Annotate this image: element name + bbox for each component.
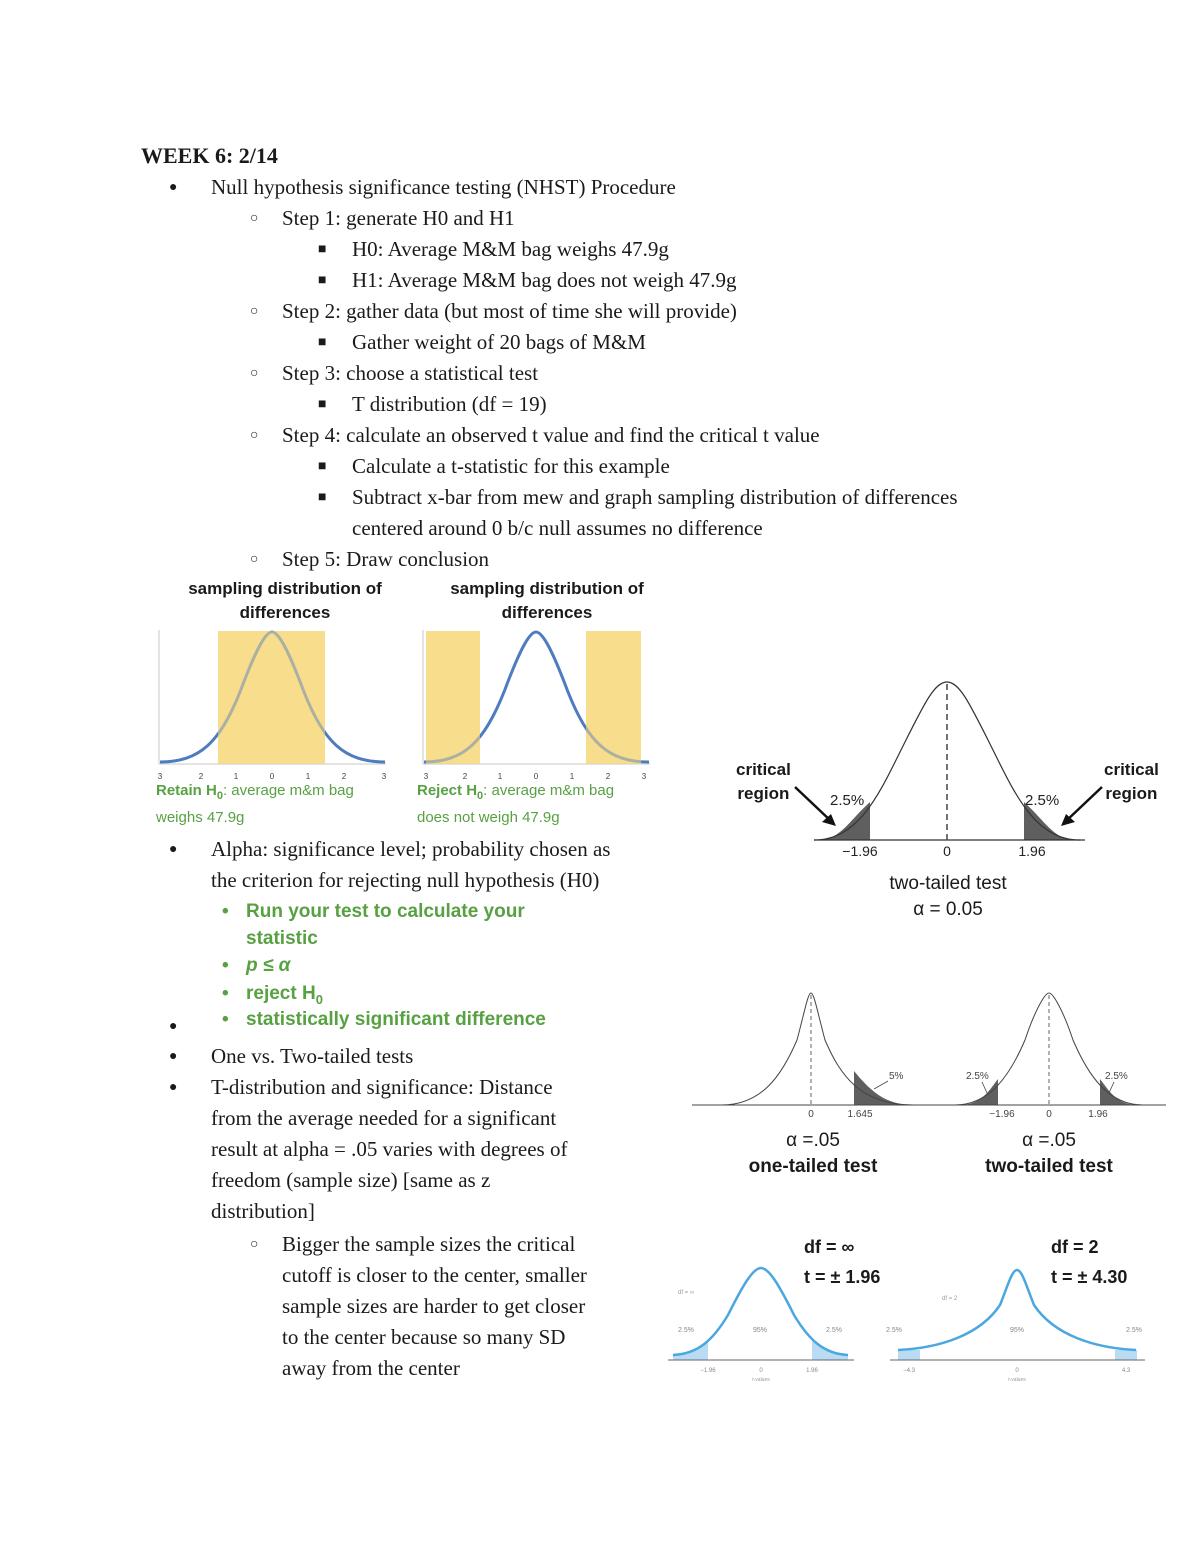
square-bullet-icon: ■ xyxy=(318,397,327,412)
tick-label: 2 xyxy=(198,772,204,781)
nhst-title: Null hypothesis significance testing (NHST) Procedure xyxy=(211,175,676,199)
circle-bullet-icon: ○ xyxy=(250,552,259,567)
green-item-significant: statistically significant difference xyxy=(246,1009,546,1030)
df-inf-labels: df = ∞ t = ± 1.96 xyxy=(804,1237,881,1287)
step-4-detail-2a: Subtract x-bar from mew and graph sampling distribution of differences xyxy=(352,485,958,509)
bullet-icon: ● xyxy=(169,1019,178,1034)
step-4: Step 4: calculate an observed t value and find the critical t value xyxy=(282,423,820,447)
tick-left: −1.96 xyxy=(842,843,878,859)
square-bullet-icon: ■ xyxy=(318,335,327,350)
reject-figure-title xyxy=(412,577,682,625)
reject-title-line-2: differences xyxy=(501,603,593,622)
axis-label-small: df = ∞ xyxy=(678,1290,695,1296)
tick-label: 1 xyxy=(305,772,311,781)
tick-label: 1 xyxy=(497,772,503,781)
tick-small: −4.3 xyxy=(903,1368,915,1374)
tick-label: 3 xyxy=(641,772,647,781)
retain-distribution-graph xyxy=(150,622,400,782)
df-2-graph xyxy=(880,1260,1155,1385)
tail-percent-small: 2.5% xyxy=(1126,1327,1142,1334)
circle-bullet-icon: ○ xyxy=(250,1237,259,1252)
left-critical-label: critical region xyxy=(736,760,791,803)
circle-bullet-icon: ○ xyxy=(250,428,259,443)
tdist-line: T-distribution and significance: Distance xyxy=(211,1075,553,1099)
right-percent: 2.5% xyxy=(1025,792,1060,809)
tail-percent: 5% xyxy=(889,1071,904,1082)
tail-percent-small: 2.5% xyxy=(678,1327,694,1334)
df-2-labels: df = 2 t = ± 4.30 xyxy=(1051,1237,1128,1287)
tick-small: 0 xyxy=(1015,1368,1019,1374)
retain-caption: Retain $H_0$: average m&m bag weighs 47.9g xyxy=(156,782,354,826)
tick-label: 2 xyxy=(605,772,611,781)
tick-label: 0 xyxy=(533,772,539,781)
tdist-sub-line: to the center because so many SD xyxy=(282,1325,566,1349)
retain-title-line-2: differences xyxy=(239,603,331,622)
green-item-reject: reject $H_0$ xyxy=(246,983,323,1007)
step-2-detail: Gather weight of 20 bags of M&M xyxy=(352,330,646,354)
left-percent: 2.5% xyxy=(830,792,865,809)
left-tail-fill xyxy=(898,1350,920,1360)
step-1: Step 1: generate H0 and H1 xyxy=(282,206,515,230)
tick-label: 2 xyxy=(462,772,468,781)
step-5: Step 5: Draw conclusion xyxy=(282,547,490,571)
reject-caption: Reject $H_0$: average m&m bag does not weigh 47.9g xyxy=(417,782,615,826)
two-tailed-caption: α =.05 two-tailed test xyxy=(985,1130,1113,1177)
axis-label-small: df = 2 xyxy=(942,1296,958,1302)
upper-tail-fill xyxy=(854,1071,914,1105)
tick-label: 2 xyxy=(341,772,347,781)
pointer-line xyxy=(874,1081,888,1089)
square-bullet-icon: ■ xyxy=(318,490,327,505)
green-item-run-test: Run your test to calculate your xyxy=(246,901,525,922)
left-tail-fill xyxy=(673,1340,708,1360)
left-arrow xyxy=(795,787,832,822)
step-2: Step 2: gather data (but most of time she will provide) xyxy=(282,299,737,323)
tail-percent-small: 2.5% xyxy=(886,1327,902,1334)
axis-title-small: t-values xyxy=(1008,1377,1026,1383)
tick-left: −1.96 xyxy=(989,1109,1015,1120)
tick-right: 1.96 xyxy=(1088,1109,1108,1120)
tick-label: 1 xyxy=(233,772,239,781)
green-bullet-icon: • xyxy=(222,901,229,922)
one-tailed-graph xyxy=(692,985,932,1120)
t-curve xyxy=(898,1270,1136,1350)
tails-item: One vs. Two-tailed tests xyxy=(211,1044,414,1068)
tick-label: 1 xyxy=(569,772,575,781)
axis-title-small: t-values xyxy=(752,1377,770,1383)
square-bullet-icon: ■ xyxy=(318,242,327,257)
green-item-p-alpha: p ≤ α xyxy=(246,955,291,976)
right-critical-label: critical region xyxy=(1104,760,1159,803)
tick-label: 3 xyxy=(157,772,163,781)
retain-figure-title xyxy=(150,577,420,625)
week-heading: WEEK 6: 2/14 xyxy=(141,143,278,168)
tdist-line: freedom (sample size) [same as z xyxy=(211,1168,491,1192)
retain-region-overlay xyxy=(218,631,325,764)
left-percent: 2.5% xyxy=(966,1071,989,1082)
center-percent-small: 95% xyxy=(753,1327,768,1334)
h0-item: H0: Average M&M bag weighs 47.9g xyxy=(352,237,669,261)
right-arrow xyxy=(1065,787,1102,822)
tdist-sub-line: sample sizes are harder to get closer xyxy=(282,1294,586,1318)
reject-title-line-1: sampling distribution of xyxy=(450,579,644,598)
tick-center: 0 xyxy=(1046,1109,1052,1120)
right-tail-fill xyxy=(1100,1079,1138,1105)
green-item-statistic: statistic xyxy=(246,928,318,949)
green-bullet-icon: • xyxy=(222,983,229,1004)
pointer-line xyxy=(1109,1082,1114,1093)
tdist-line: result at alpha = .05 varies with degrees of xyxy=(211,1137,568,1161)
square-bullet-icon: ■ xyxy=(318,459,327,474)
normal-curve xyxy=(722,993,914,1105)
df-inf-graph xyxy=(668,1260,858,1385)
step-4-detail-2b: centered around 0 b/c null assumes no difference xyxy=(352,516,763,540)
tail-percent-small: 2.5% xyxy=(826,1327,842,1334)
tdist-line: from the average needed for a significant xyxy=(211,1106,557,1130)
reject-overlay-left xyxy=(426,631,480,764)
bullet-icon: ● xyxy=(169,842,178,857)
bullet-icon: ● xyxy=(169,180,178,195)
h1-item: H1: Average M&M bag does not weigh 47.9g xyxy=(352,268,737,292)
step-4-detail-1: Calculate a t-statistic for this example xyxy=(352,454,670,478)
tick-small: 4.3 xyxy=(1121,1368,1131,1374)
circle-bullet-icon: ○ xyxy=(250,304,259,319)
step-3: Step 3: choose a statistical test xyxy=(282,361,539,385)
reject-overlay-right xyxy=(586,631,641,764)
one-tailed-caption: α =.05 one-tailed test xyxy=(748,1130,878,1177)
circle-bullet-icon: ○ xyxy=(250,366,259,381)
tick-right: 1.645 xyxy=(847,1109,873,1120)
tick-small: 0 xyxy=(759,1368,763,1374)
square-bullet-icon: ■ xyxy=(318,273,327,288)
bullet-icon: ● xyxy=(169,1049,178,1064)
t-curve xyxy=(673,1268,848,1355)
tdist-line: distribution] xyxy=(211,1199,315,1223)
tick-small: −1.96 xyxy=(700,1368,716,1374)
tick-label: 3 xyxy=(381,772,387,781)
critical-caption: two-tailed test α = 0.05 xyxy=(889,873,1007,920)
tick-small: 1.96 xyxy=(806,1368,818,1374)
right-tail-fill xyxy=(1115,1350,1137,1360)
tick-label: 3 xyxy=(423,772,429,781)
alpha-line-2: the criterion for rejecting null hypothesis (H0) xyxy=(211,868,600,892)
bullet-icon: ● xyxy=(169,1080,178,1095)
tdist-sub-line: cutoff is closer to the center, smaller xyxy=(282,1263,587,1287)
tick-label: 0 xyxy=(269,772,275,781)
reject-distribution-graph xyxy=(414,622,664,782)
green-bullet-icon: • xyxy=(222,955,229,976)
pointer-line xyxy=(982,1082,987,1093)
left-tail-fill xyxy=(960,1079,998,1105)
step-3-detail: T distribution (df = 19) xyxy=(352,392,547,416)
tdist-sub-line: away from the center xyxy=(282,1356,460,1380)
circle-bullet-icon: ○ xyxy=(250,211,259,226)
tick-right: 1.96 xyxy=(1018,843,1046,859)
tdist-sub-line: Bigger the sample sizes the critical xyxy=(282,1232,576,1256)
alpha-line-1: Alpha: significance level; probability chosen as xyxy=(211,837,611,861)
retain-title-line-1: sampling distribution of xyxy=(188,579,382,598)
green-bullet-icon: • xyxy=(222,1009,229,1030)
right-percent: 2.5% xyxy=(1105,1071,1128,1082)
tick-center: 0 xyxy=(808,1109,814,1120)
center-percent-small: 95% xyxy=(1010,1327,1025,1334)
tick-center: 0 xyxy=(943,843,951,859)
two-tailed-graph xyxy=(930,985,1170,1120)
